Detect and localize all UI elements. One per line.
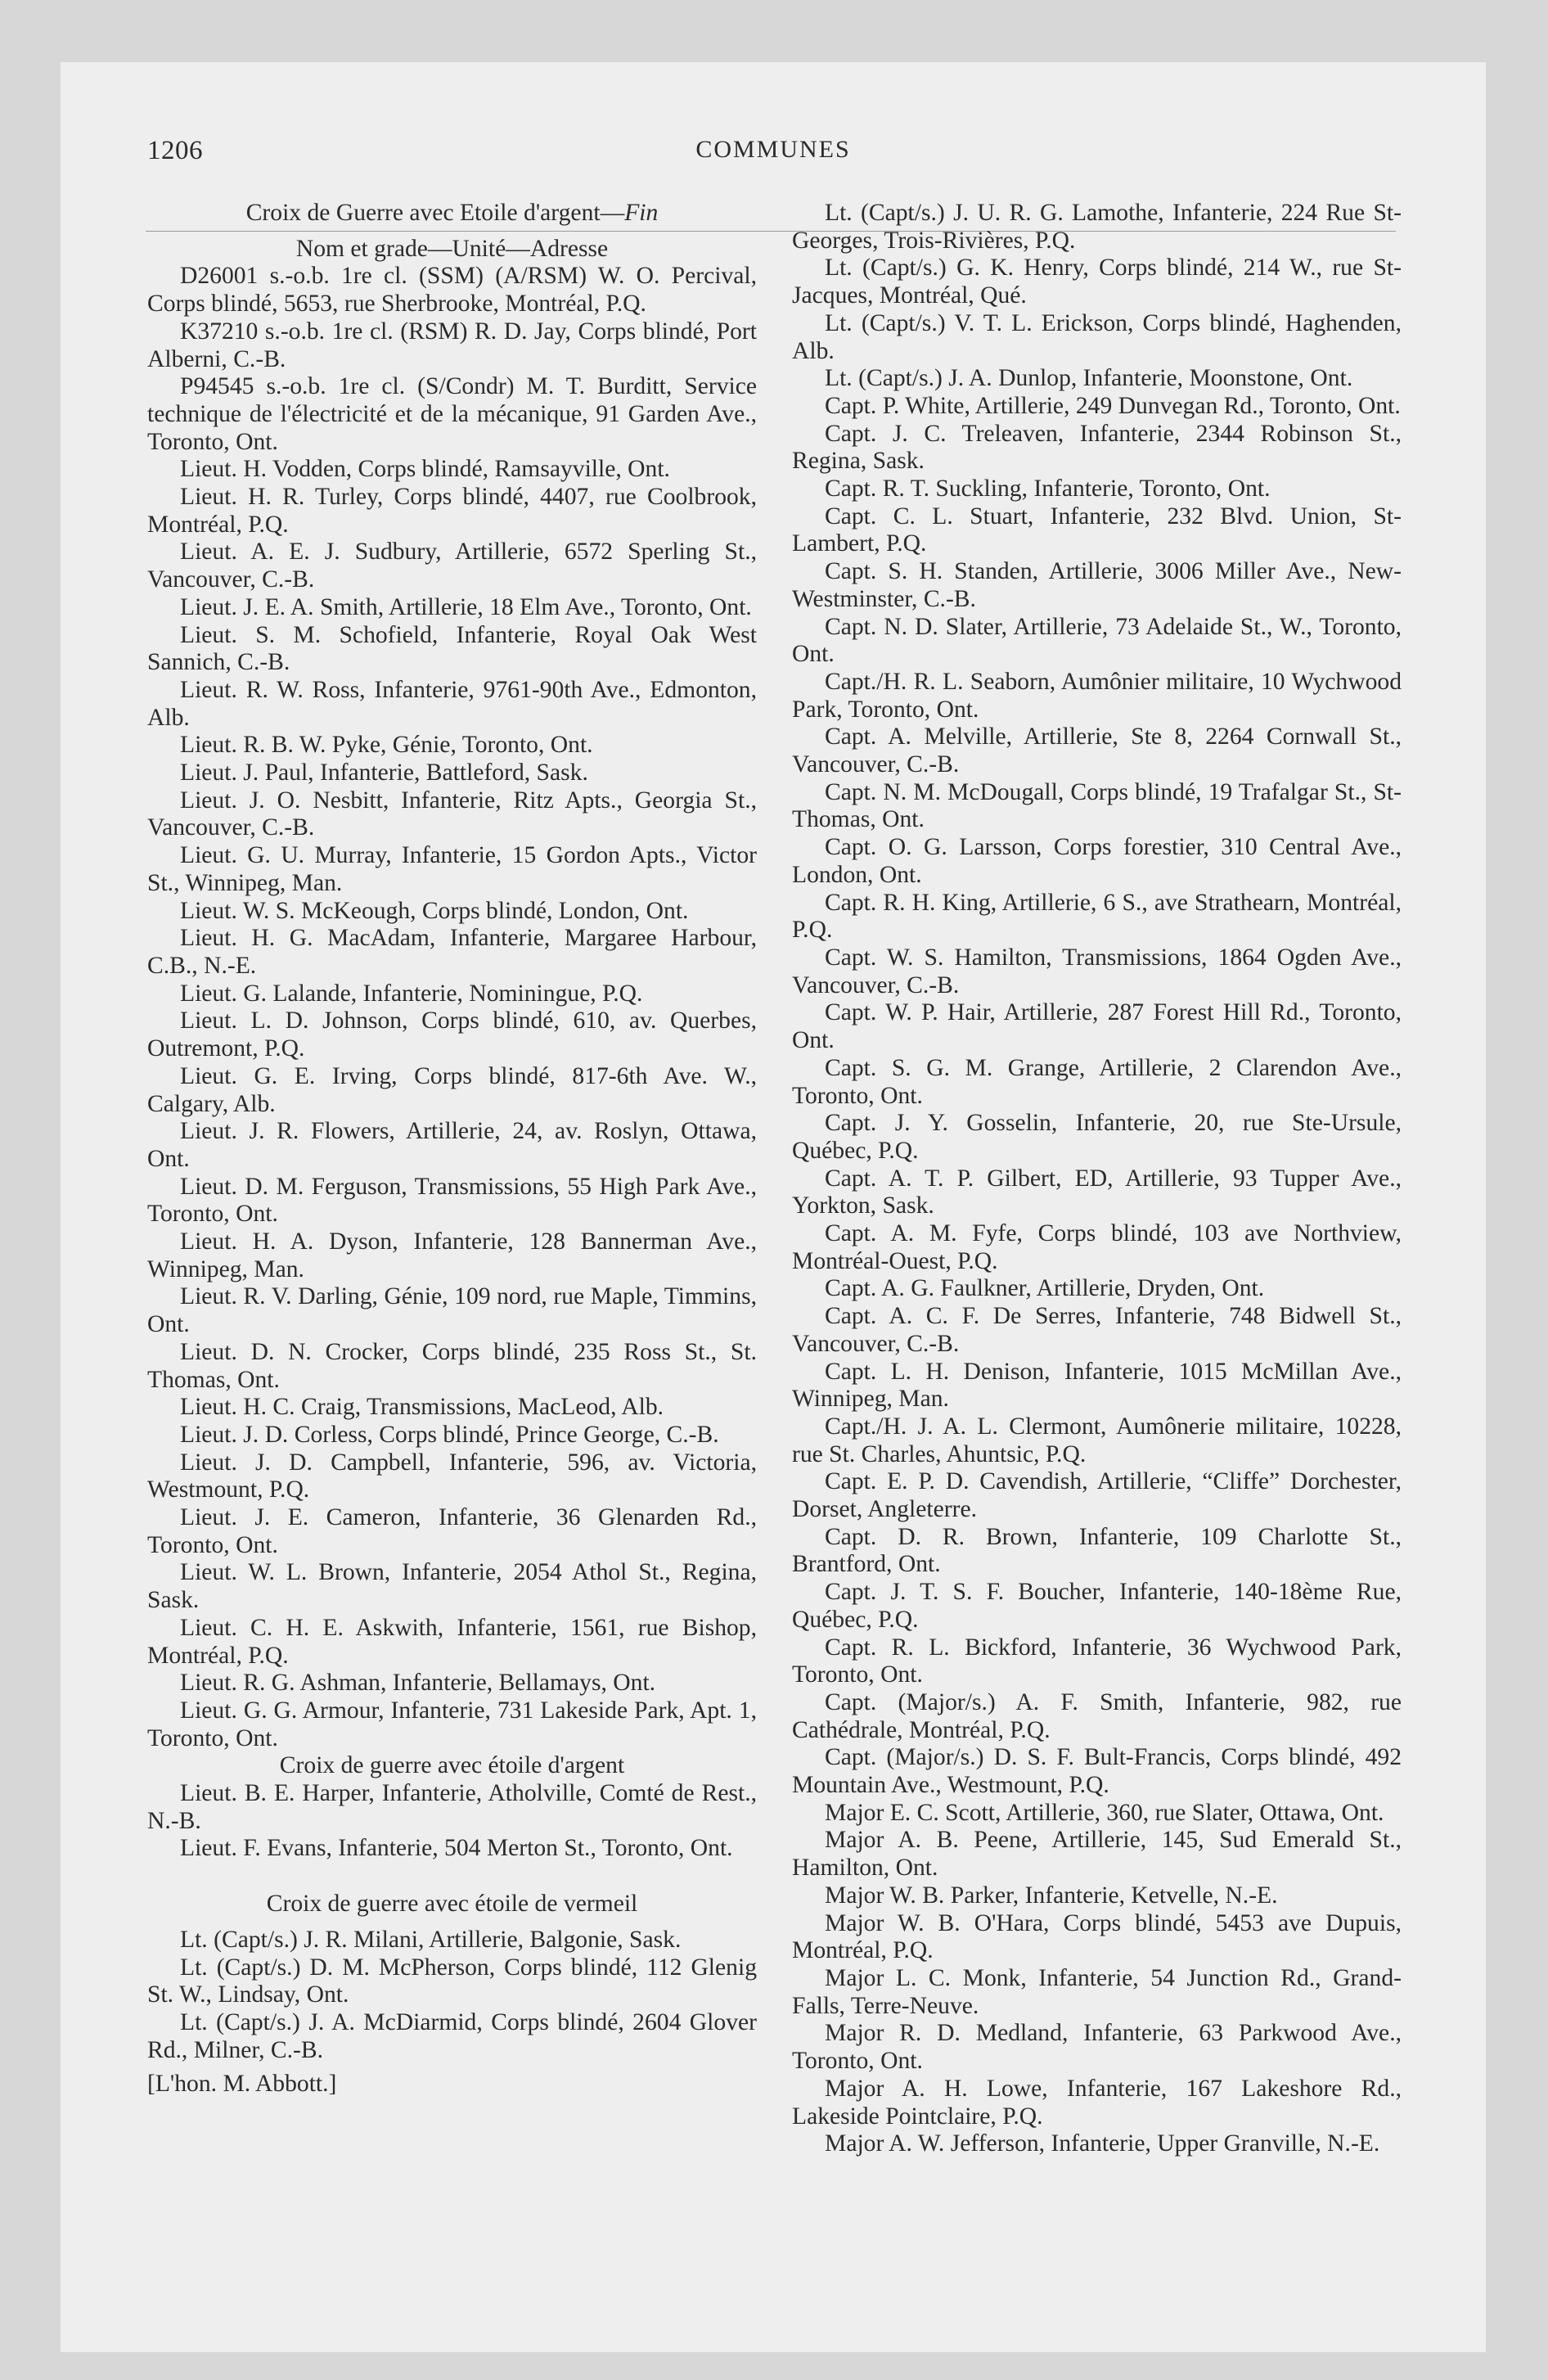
list-item: Major A. H. Lowe, Infanterie, 167 Lakeshore Rd., Lakeside Pointclaire, P.Q. [792,2075,1402,2130]
list-item: Capt. A. G. Faulkner, Artillerie, Dryden, Ont. [825,1275,1265,1302]
list-item: Lieut. D. M. Ferguson, Transmissions, 55 High Park Ave., Toronto, Ont. [147,1173,757,1228]
list-item: Lieut. L. D. Johnson, Corps blindé, 610, av. Querbes, Outremont, P.Q. [147,1007,757,1062]
list-item: Lieut. R. W. Ross, Infanterie, 9761-90th Ave., Edmonton, Alb. [147,676,757,731]
list-item: Capt. (Major/s.) D. S. F. Bult-Francis, Corps blindé, 492 Mountain Ave., Westmount, P.Q. [792,1744,1402,1799]
list-item: Capt. N. D. Slater, Artillerie, 73 Adelaide St., W., Toronto, Ont. [792,613,1402,668]
list-item: Lieut. G. G. Armour, Infanterie, 731 Lakeside Park, Apt. 1, Toronto, Ont. [147,1697,757,1751]
right-entry-list [792,200,1402,2158]
list-item: Lieut. H. G. MacAdam, Infanterie, Margaree Harbour, C.B., N.-E. [147,925,757,979]
section-title-main: Croix de Guerre avec Etoile d'argent— [245,200,625,226]
list-item: Lt. (Capt/s.) J. R. Milani, Artillerie, Balgonie, Sask. [180,1926,682,1953]
list-item: Capt. C. L. Stuart, Infanterie, 232 Blvd. Union, St-Lambert, P.Q. [792,503,1402,557]
signature: [L'hon. M. Abbott.] [147,2071,337,2098]
list-item: Major W. B. Parker, Infanterie, Ketvelle, N.-E. [825,1882,1278,1909]
list-item: Lt. (Capt/s.) J. U. R. G. Lamothe, Infanterie, 224 Rue St-Georges, Trois-Rivières, P.Q. [792,200,1402,254]
page-number: 1206 [147,136,203,165]
list-item: Capt. A. C. F. De Serres, Infanterie, 748 Bidwell St., Vancouver, C.-B. [792,1303,1402,1357]
list-item: Lieut. W. L. Brown, Infanterie, 2054 Athol St., Regina, Sask. [147,1559,757,1614]
list-item: Lieut. C. H. E. Askwith, Infanterie, 1561, rue Bishop, Montréal, P.Q. [147,1614,757,1669]
list-item: Lieut. H. R. Turley, Corps blindé, 4407, rue Coolbrook, Montréal, P.Q. [147,484,757,538]
list-item: Lieut. S. M. Schofield, Infanterie, Royal Oak West Sannich, C.-B. [147,621,757,676]
subsection-title: Croix de guerre avec étoile d'argent [279,1752,625,1779]
list-item: Capt. P. White, Artillerie, 249 Dunvegan Rd., Toronto, Ont. [825,392,1401,419]
vermeil-title: Croix de guerre avec étoile de vermeil [266,1891,638,1918]
list-item: Lieut. G. U. Murray, Infanterie, 15 Gordon Apts., Victor St., Winnipeg, Man. [147,842,757,896]
list-item: Capt. S. G. M. Grange, Artillerie, 2 Clarendon Ave., Toronto, Ont. [792,1054,1402,1109]
vermeil-entry-list [147,1927,757,2065]
list-item: Lieut. F. Evans, Infanterie, 504 Merton St., Toronto, Ont. [180,1835,733,1862]
list-item: Lieut. R. B. W. Pyke, Génie, Toronto, Ont. [180,732,593,759]
list-item: D26001 s.-o.b. 1re cl. (SSM) (A/RSM) W. O. Percival, Corps blindé, 5653, rue Sherbrooke, Montréal, P.Q. [147,263,757,318]
list-item: Capt. J. Y. Gosselin, Infanterie, 20, rue Ste-Ursule, Québec, P.Q. [792,1110,1402,1164]
page-header [61,136,1486,177]
list-item: Capt. W. P. Hair, Artillerie, 287 Forest Hill Rd., Toronto, Ont. [792,999,1402,1054]
list-item: Lt. (Capt/s.) V. T. L. Erickson, Corps blindé, Haghenden, Alb. [792,309,1402,364]
list-item: P94545 s.-o.b. 1re cl. (S/Condr) M. T. Burditt, Service technique de l'électricité et de la mécanique, 91 Garden Ave., Toronto, Ont. [147,373,757,455]
list-item: Capt. S. H. Standen, Artillerie, 3006 Miller Ave., New-Westminster, C.-B. [792,558,1402,612]
list-item: Capt./H. R. L. Seaborn, Aumônier militaire, 10 Wychwood Park, Toronto, Ont. [792,668,1402,723]
list-item: Major E. C. Scott, Artillerie, 360, rue Slater, Ottawa, Ont. [825,1799,1384,1826]
list-item: Lieut. J. O. Nesbitt, Infanterie, Ritz Apts., Georgia St., Vancouver, C.-B. [147,787,757,841]
list-item: Lieut. R. V. Darling, Génie, 109 nord, rue Maple, Timmins, Ont. [147,1283,757,1338]
section-title [147,200,757,228]
list-item: Lieut. A. E. J. Sudbury, Artillerie, 6572 Sperling St., Vancouver, C.-B. [147,539,757,593]
list-item: Capt./H. J. A. L. Clermont, Aumônerie militaire, 10228, rue St. Charles, Ahuntsic, P.Q. [792,1413,1402,1467]
list-item: Lieut. G. Lalande, Infanterie, Nominingue, P.Q. [180,980,643,1007]
list-item: Capt. A. M. Fyfe, Corps blindé, 103 ave Northview, Montréal-Ouest, P.Q. [792,1220,1402,1274]
document-page [61,62,1486,2352]
list-item: Lieut. R. G. Ashman, Infanterie, Bellamays, Ont. [180,1670,656,1697]
list-item: Capt. (Major/s.) A. F. Smith, Infanterie, 982, rue Cathédrale, Montréal, P.Q. [792,1688,1402,1743]
list-item: K37210 s.-o.b. 1re cl. (RSM) R. D. Jay, Corps blindé, Port Alberni, C.-B. [147,318,757,372]
subsection-entry-list [147,1780,757,1863]
list-item: Lt. (Capt/s.) D. M. McPherson, Corps blindé, 112 Glenig St. W., Lindsay, Ont. [147,1954,757,2008]
column-heading: Nom et grade—Unité—Adresse [295,235,609,262]
list-item: Lieut. W. S. McKeough, Corps blindé, London, Ont. [180,897,689,924]
section-title-suffix: Fin [624,200,659,226]
list-item: Major A. W. Jefferson, Infanterie, Upper Granville, N.-E. [825,2130,1380,2157]
list-item: Major R. D. Medland, Infanterie, 63 Parkwood Ave., Toronto, Ont. [792,2020,1402,2075]
list-item: Capt. L. H. Denison, Infanterie, 1015 McMillan Ave., Winnipeg, Man. [792,1358,1402,1413]
list-item: Lieut. H. C. Craig, Transmissions, MacLeod, Alb. [180,1394,664,1421]
list-item: Capt. D. R. Brown, Infanterie, 109 Charlotte St., Brantford, Ont. [792,1523,1402,1578]
list-item: Lieut. D. N. Crocker, Corps blindé, 235 Ross St., St. Thomas, Ont. [147,1338,757,1393]
list-item: Lieut. B. E. Harper, Infanterie, Atholville, Comté de Rest., N.-B. [147,1780,757,1834]
list-item: Lt. (Capt/s.) G. K. Henry, Corps blindé, 214 W., rue St-Jacques, Montréal, Qué. [792,255,1402,309]
list-item: Capt. N. M. McDougall, Corps blindé, 19 Trafalgar St., St-Thomas, Ont. [792,778,1402,833]
list-item: Lieut. J. R. Flowers, Artillerie, 24, av. Roslyn, Ottawa, Ont. [147,1118,757,1172]
list-item: Lieut. J. E. Cameron, Infanterie, 36 Glenarden Rd., Toronto, Ont. [147,1504,757,1558]
list-item: Lieut. J. E. A. Smith, Artillerie, 18 Elm Ave., Toronto, Ont. [180,593,752,620]
list-item: Capt. A. T. P. Gilbert, ED, Artillerie, 93 Tupper Ave., Yorkton, Sask. [792,1165,1402,1219]
right-column [792,200,1402,2158]
list-item: Lieut. H. A. Dyson, Infanterie, 128 Bannerman Ave., Winnipeg, Man. [147,1228,757,1282]
list-item: Capt. R. L. Bickford, Infanterie, 36 Wychwood Park, Toronto, Ont. [792,1634,1402,1688]
list-item: Capt. J. C. Treleaven, Infanterie, 2344 Robinson St., Regina, Sask. [792,420,1402,475]
list-item: Capt. W. S. Hamilton, Transmissions, 1864 Ogden Ave., Vancouver, C.-B. [792,944,1402,998]
list-item: Lieut. H. Vodden, Corps blindé, Ramsayville, Ont. [180,456,670,483]
list-item: Major W. B. O'Hara, Corps blindé, 5453 ave Dupuis, Montréal, P.Q. [792,1909,1402,1964]
list-item: Capt. E. P. D. Cavendish, Artillerie, “Cliffe” Dorchester, Dorset, Angleterre. [792,1468,1402,1523]
list-item: Capt. R. T. Suckling, Infanterie, Toronto, Ont. [825,476,1271,503]
list-item: Lt. (Capt/s.) J. A. Dunlop, Infanterie, Moonstone, Ont. [825,365,1353,392]
list-item: Lieut. G. E. Irving, Corps blindé, 817-6th Ave. W., Calgary, Alb. [147,1062,757,1117]
list-item: Capt. R. H. King, Artillerie, 6 S., ave Strathearn, Montréal, P.Q. [792,889,1402,944]
list-item: Lieut. J. Paul, Infanterie, Battleford, Sask. [180,760,588,787]
list-item: Capt. O. G. Larsson, Corps forestier, 310 Central Ave., London, Ont. [792,834,1402,888]
list-item: Capt. J. T. S. F. Boucher, Infanterie, 140-18ème Rue, Québec, P.Q. [792,1579,1402,1633]
left-entry-list [147,263,757,1752]
left-column [147,200,757,2098]
list-item: Lieut. J. D. Campbell, Infanterie, 596, av. Victoria, Westmount, P.Q. [147,1449,757,1503]
list-item: Lt. (Capt/s.) J. A. McDiarmid, Corps blindé, 2604 Glover Rd., Milner, C.-B. [147,2009,757,2063]
list-item: Lieut. J. D. Corless, Corps blindé, Prince George, C.-B. [180,1421,719,1448]
list-item: Major A. B. Peene, Artillerie, 145, Sud Emerald St., Hamilton, Ont. [792,1827,1402,1882]
list-item: Major L. C. Monk, Infanterie, 54 Junction Rd., Grand-Falls, Terre-Neuve. [792,1965,1402,2019]
running-head: COMMUNES [695,136,851,163]
list-item: Capt. A. Melville, Artillerie, Ste 8, 2264 Cornwall St., Vancouver, C.-B. [792,723,1402,778]
